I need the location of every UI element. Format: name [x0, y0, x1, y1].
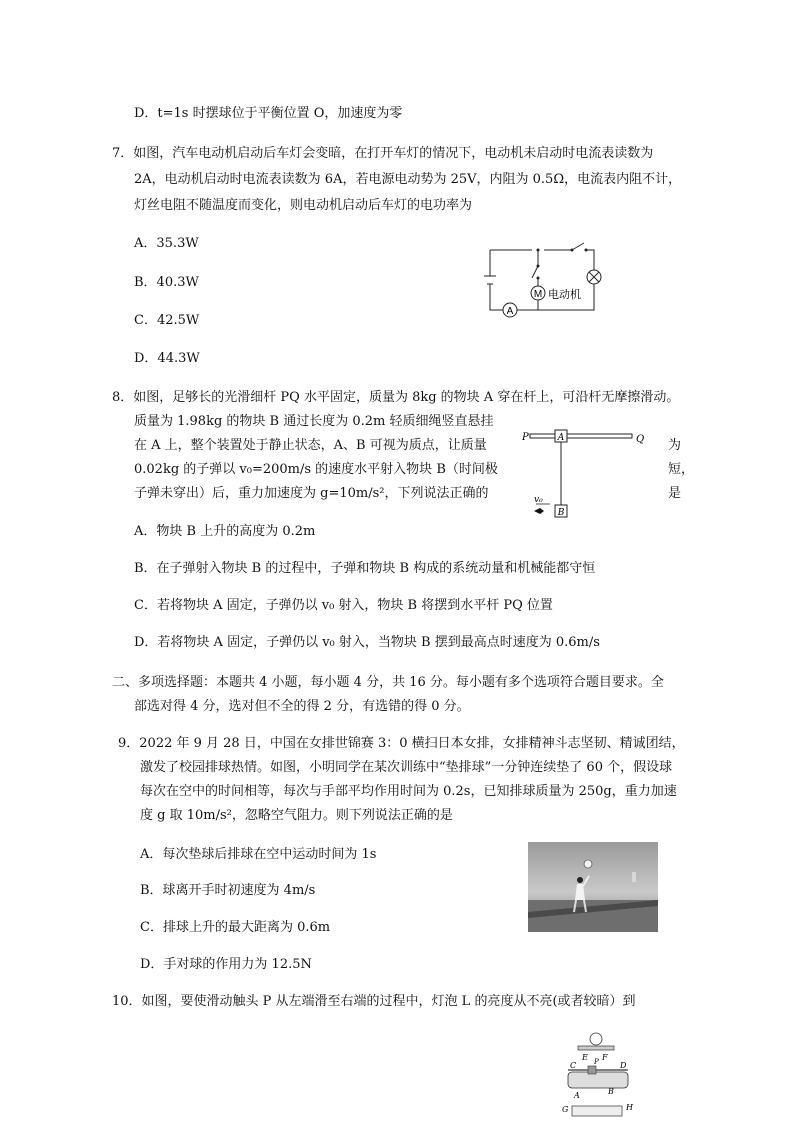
- q8-option-a: A．物块 B 上升的高度为 0.2m: [134, 524, 316, 539]
- slider-p: P: [594, 1058, 599, 1066]
- q7-option-c: C．42.5W: [134, 313, 200, 328]
- q10-rheostat-diagram: [558, 1030, 638, 1120]
- q9-option-d: D．手对球的作用力为 12.5N: [140, 957, 312, 972]
- q8-stem-line-3: 在 A 上，整个装置处于静止状态，A、B 可视为质点，让质量: [134, 438, 487, 453]
- q8-stem-line-4: 0.02kg 的子弹以 v₀=200m/s 的速度水平射入物块 B（时间极: [134, 462, 498, 477]
- label-p: P: [522, 432, 529, 443]
- terminal-e: E: [582, 1053, 588, 1062]
- q7-stem-line-2: 2A，电动机启动时电流表读数为 6A，若电源电动势为 25V，内阻为 0.5Ω，电流表内阻不计，: [134, 172, 682, 187]
- volleyball-photo: [528, 842, 658, 932]
- q7-option-a: A．35.3W: [134, 236, 199, 251]
- q7-option-d: D．44.3W: [134, 351, 200, 366]
- block-b-label: B: [557, 508, 565, 518]
- q8-option-d: D．若将物块 A 固定，子弹仍以 v₀ 射入，当物块 B 摆到最高点时速度为 0.6m/s: [134, 635, 600, 650]
- q8-rod-block-diagram: [520, 425, 650, 525]
- motor-symbol: M: [533, 289, 543, 300]
- q9-stem-line-2: 激发了校园排球热情。如图，小明同学在某次训练中“垫排球”一分钟连续垫了 60 个，假设球: [140, 760, 673, 775]
- label-q: Q: [636, 434, 645, 445]
- velocity-label: v₀: [534, 495, 543, 505]
- terminal-a: A: [574, 1091, 580, 1100]
- q9-stem-line-1: 9．2022 年 9 月 28 日，中国在女排世锦赛 3：0 横扫日本女排，女排精神斗志坚韧、精诚团结，: [118, 736, 685, 751]
- terminal-f: F: [602, 1053, 608, 1062]
- q9-option-a: A．每次垫球后排球在空中运动时间为 1s: [140, 847, 377, 862]
- q9-stem-line-4: 度 g 取 10m/s²，忽略空气阻力。则下列说法正确的是: [140, 808, 453, 823]
- q7-stem-line-3: 灯丝电阻不随温度而变化，则电动机启动后车灯的电功率为: [134, 198, 473, 213]
- q6-option-d: D．t=1s 时摆球位于平衡位置 O，加速度为零: [134, 106, 403, 121]
- q7-stem-line-1: 7．如图，汽车电动机启动后车灯会变暗，在打开车灯的情况下，电动机未启动时电流表读数为: [112, 146, 654, 161]
- ammeter-symbol: A: [506, 306, 514, 317]
- q9-option-b: B．球离开手时初速度为 4m/s: [140, 883, 316, 898]
- q8-option-b: B．在子弹射入物块 B 的过程中，子弹和物块 B 构成的系统动量和机械能都守恒: [134, 561, 596, 576]
- q8-option-c: C．若将物块 A 固定，子弹仍以 v₀ 射入，物块 B 将摆到水平杆 PQ 位置: [134, 598, 553, 613]
- q8-stem-tail-3: 是: [668, 486, 682, 501]
- q9-stem-line-3: 每次在空中的时间相等，每次与手部平均作用时间为 0.2s，已知排球质量为 250g，重力加速: [140, 784, 677, 799]
- q8-stem-tail-2: 短，: [668, 462, 695, 477]
- q9-option-c: C．排球上升的最大距离为 0.6m: [140, 920, 331, 935]
- terminal-h: H: [626, 1103, 633, 1112]
- q8-stem-line-1: 8．如图，足够长的光滑细杆 PQ 水平固定，质量为 8kg 的物块 A 穿在杆上，可沿杆无摩擦滑动。: [112, 390, 680, 405]
- q8-stem-tail-1: 为: [668, 438, 682, 453]
- q7-option-b: B．40.3W: [134, 275, 199, 290]
- section-2-rules: 部选对得 4 分，选对但不全的得 2 分，有选错的得 0 分。: [134, 699, 470, 714]
- motor-label: 电动机: [548, 289, 581, 301]
- q10-stem-line-1: 10．如图，要使滑动触头 P 从左端滑至右端的过程中，灯泡 L 的亮度从不亮(或者较暗）到: [112, 994, 636, 1009]
- q8-stem-line-2: 质量为 1.98kg 的物块 B 通过长度为 0.2m 轻质细绳竖直悬挂: [134, 414, 494, 429]
- section-2-heading: 二、多项选择题：本题共 4 小题，每小题 4 分，共 16 分。每小题有多个选项符合题目要求。全: [112, 675, 664, 690]
- block-a-label: A: [557, 433, 565, 443]
- terminal-c: C: [570, 1061, 577, 1070]
- terminal-d: D: [620, 1061, 627, 1070]
- terminal-b: B: [608, 1087, 614, 1096]
- terminal-g: G: [562, 1105, 569, 1114]
- q8-stem-line-5: 子弹未穿出）后，重力加速度为 g=10m/s²，下列说法正确的: [134, 486, 489, 501]
- q7-circuit-diagram: [482, 240, 612, 320]
